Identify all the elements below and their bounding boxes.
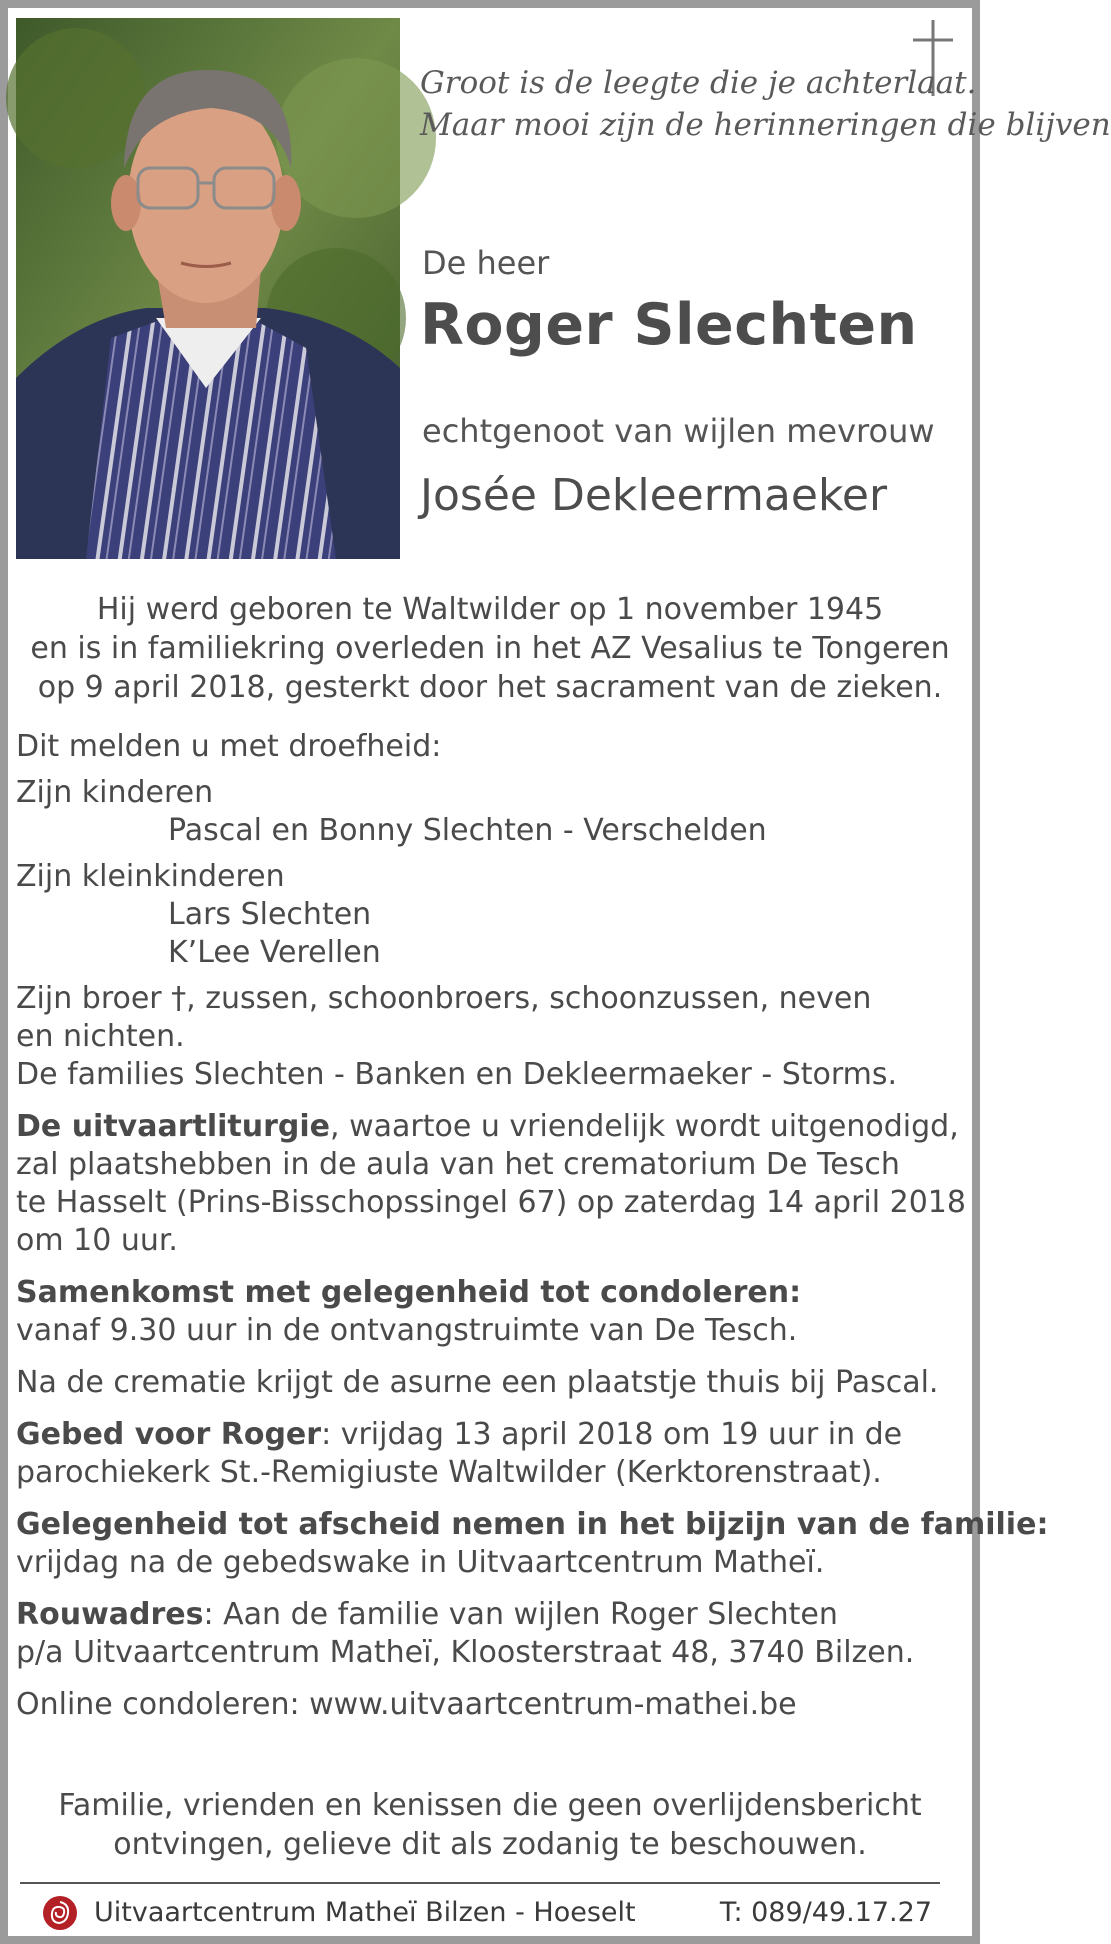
farewell-text: vrijdag na de gebedswake in Uitvaartcentrum Matheï. <box>16 1545 825 1580</box>
memorial-quote <box>420 62 1111 146</box>
closing-line-2: ontvingen, gelieve dit als zodanig te beschouwen. <box>113 1827 867 1862</box>
cremation-note: Na de crematie krijgt de asurne een plaatstje thuis bij Pascal. <box>16 1365 939 1400</box>
prayer-line-2: parochiekerk St.-Remigiuste Waltwilder (Kerktorenstraat). <box>16 1455 882 1490</box>
deceased-name: Roger Slechten <box>420 292 918 358</box>
condolence-label <box>16 1274 966 1312</box>
address-line-2: p/a Uitvaartcentrum Matheï, Kloosterstraat 48, 3740 Bilzen. <box>16 1635 915 1670</box>
prayer-line-1-text: : vrijdag 13 april 2018 om 19 uur in de <box>321 1417 903 1452</box>
footer <box>42 1893 942 1933</box>
siblings-line-2: en nichten. <box>16 1019 185 1054</box>
quote-line-1: Groot is de leegte die je achterlaat. <box>420 65 977 101</box>
condolence-text: vanaf 9.30 uur in de ontvangstruimte van De Tesch. <box>16 1313 798 1348</box>
company-phone: T: 089/49.17.27 <box>719 1897 932 1928</box>
spouse-intro: echtgenoot van wijlen mevrouw <box>422 412 935 450</box>
address-label: Rouwadres <box>16 1597 204 1632</box>
closing-line-1: Familie, vrienden en kenissen die geen overlijdensbericht <box>58 1788 922 1823</box>
liturgy-line-2: zal plaatshebben in de aula van het crematorium De Tesch <box>16 1147 900 1182</box>
liturgy-label: De uitvaartliturgie <box>16 1109 331 1144</box>
grandchildren-label: Zijn kleinkinderen <box>16 859 285 894</box>
liturgy-line-1 <box>16 1108 966 1146</box>
families-line: De families Slechten - Banken en Dekleermaeker - Storms. <box>16 1057 898 1092</box>
birth-death-text <box>16 590 964 707</box>
farewell-label-text: Gelegenheid tot afscheid nemen in het bijzijn van de familie: <box>16 1507 1049 1542</box>
birth-line-3: op 9 april 2018, gesterkt door het sacrament van de zieken. <box>37 670 943 705</box>
birth-line-2: en is in familiekring overleden in het AZ Vesalius te Tongeren <box>30 631 950 666</box>
grandchild-2: K’Lee Verellen <box>168 935 381 970</box>
company-name: Uitvaartcentrum Matheï Bilzen - Hoeselt <box>94 1897 636 1928</box>
birth-line-1: Hij werd geboren te Waltwilder op 1 november 1945 <box>96 592 884 627</box>
address-line-1-text: : Aan de familie van wijlen Roger Slechten <box>203 1597 838 1632</box>
liturgy-line-4: om 10 uur. <box>16 1223 178 1258</box>
title-prefix: De heer <box>422 244 550 282</box>
prayer-label: Gebed voor Roger <box>16 1417 322 1452</box>
children-label: Zijn kinderen <box>16 775 214 810</box>
siblings-line-1: Zijn broer †, zussen, schoonbroers, schoonzussen, neven <box>16 981 872 1016</box>
closing-note <box>16 1786 964 1864</box>
address-line-1 <box>16 1596 966 1634</box>
spouse-name: Josée Dekleermaeker <box>420 470 888 521</box>
announcement-body <box>16 728 1049 1724</box>
children-names: Pascal en Bonny Slechten - Verschelden <box>168 813 767 848</box>
rose-logo-icon <box>42 1895 78 1931</box>
liturgy-line-3: te Hasselt (Prins-Bisschopssingel 67) op zaterdag 14 april 2018 <box>16 1185 966 1220</box>
online-condolence[interactable]: Online condoleren: www.uitvaartcentrum-mathei.be <box>16 1687 797 1722</box>
farewell-label <box>16 1506 1049 1544</box>
grandchild-1: Lars Slechten <box>168 897 372 932</box>
liturgy-line-1-text: , waartoe u vriendelijk wordt uitgenodigd, <box>330 1109 959 1144</box>
portrait-photo <box>16 18 400 559</box>
family-intro: Dit melden u met droefheid: <box>16 729 442 764</box>
quote-line-2: Maar mooi zijn de herinneringen die blijven <box>420 107 1111 143</box>
condolence-label-text: Samenkomst met gelegenheid tot condoleren: <box>16 1275 802 1310</box>
footer-divider <box>20 1882 940 1884</box>
prayer-line-1 <box>16 1416 966 1454</box>
